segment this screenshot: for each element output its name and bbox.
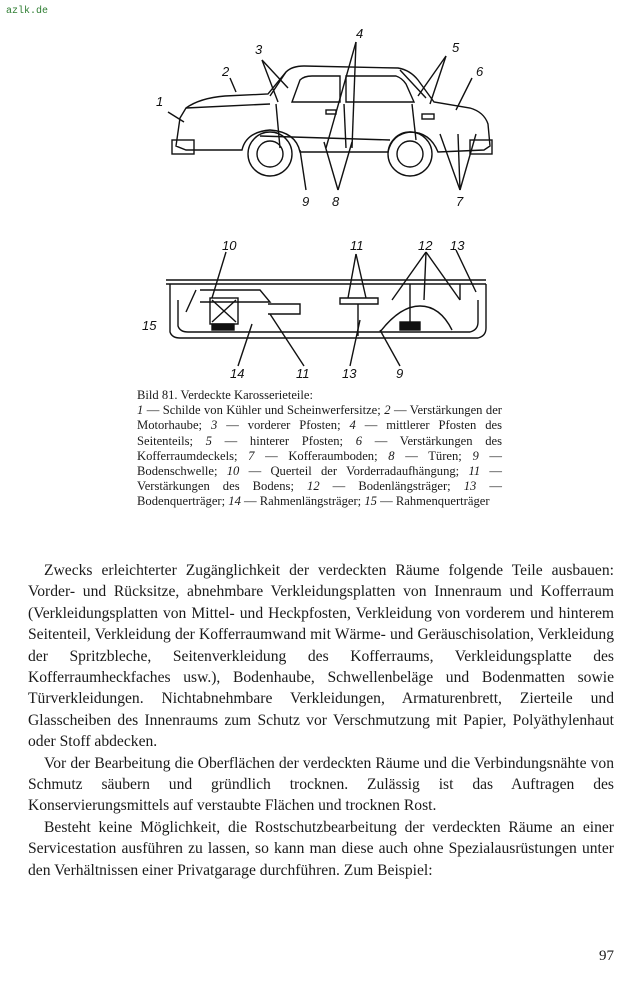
car-side-figure bbox=[0, 0, 638, 230]
floor-section-figure bbox=[0, 230, 638, 390]
caption-item-text: — Rahmenlängsträger; bbox=[240, 494, 365, 509]
caption-item-number: 12 bbox=[307, 479, 320, 494]
caption-item-text: — Kofferaumboden; bbox=[254, 448, 389, 463]
paragraph-2: Vor der Bearbeitung die Oberflächen der verdeckten Räume und die Verbindungsnähte von Schmutz säubern und gründlich trocknen. Zulässig ist das Auftragen des Konservierungsmittels auf verstaubte Flächen und trocknen Rost. bbox=[28, 754, 614, 815]
caption-item-text: — Querteil der Vorderradaufhängung; bbox=[239, 464, 469, 479]
caption-item bbox=[206, 434, 356, 448]
caption-items bbox=[137, 403, 502, 508]
caption-item-number: 3 bbox=[210, 418, 218, 433]
caption-item-text: — Schilde von Kühler und Scheinwerfersitze; bbox=[143, 403, 385, 418]
paragraph-1: Zwecks erleichterter Zugänglichkeit der verdeckten Räume folgende Teile ausbauen: Vorder- und Rücksitze, abnehmbare Verkleidungsplatten von Innenraum und Kofferraum (Verkleidungsplatten von Mittel- und Heckpfosten, Verkleidung von vorderem und hinterem Seitenteil, Verkleidung der Kofferraumwand mit Wärme- und Geräuschisolation, Verkleidung der Spritzbleche, Seitenverkleidung des Kofferraums, Verkleidungsplatte des Kofferraumheckfaches usw.), Bodenhaube, Schwellenbeläge und Bodenmatten sowie Türverkleidungen. Nichtabnehmbare Verkleidungen, Armaturenbrett, Zierteile und Glasscheiben des Innenraums zum Schutz vor Verschmutzung mit Papier, Polyäthylenhaut oder Stoff abdecken. bbox=[28, 562, 614, 751]
caption-item-text: — vorderer Pfosten; bbox=[217, 418, 350, 433]
fig-label-1: 1 bbox=[156, 94, 164, 109]
caption-item-text: — mittlerer Pfosten des Seitenteils; bbox=[137, 418, 503, 448]
caption-item bbox=[307, 479, 464, 493]
caption-item-number: 14 bbox=[228, 494, 241, 509]
caption-item-number: 2 bbox=[384, 403, 391, 418]
body-text bbox=[28, 560, 614, 881]
caption-item-text: — Verstärkungen der Motorhaube; bbox=[137, 403, 502, 433]
fig-label-11-bottom: 11 bbox=[296, 366, 310, 381]
caption-item-number: 9 bbox=[472, 448, 479, 463]
fig-label-7: 7 bbox=[456, 194, 464, 209]
paragraph-3: Besteht keine Möglichkeit, die Rostschutzbearbeitung der verdeckten Räume an einer Servicestation ausführen zu lassen, so kann man diese auch ohne Spezialausrüstungen unter den Verhältnissen einer Privatgarage durchführen. Zum Beispiel: bbox=[28, 818, 614, 879]
fig-label-2: 2 bbox=[222, 64, 230, 79]
caption-item-number: 5 bbox=[205, 433, 212, 448]
figure-caption bbox=[137, 388, 502, 510]
fig-label-9-bottom: 9 bbox=[396, 366, 404, 381]
caption-item bbox=[388, 449, 472, 463]
page-number: 97 bbox=[599, 948, 614, 964]
caption-item-number: 11 bbox=[468, 464, 481, 479]
caption-item-text: — Bodenquerträger; bbox=[137, 479, 502, 509]
fig-label-9: 9 bbox=[302, 194, 310, 209]
fig-label-12: 12 bbox=[418, 238, 433, 253]
caption-item-text: — Bodenschwelle; bbox=[137, 448, 502, 479]
fig-label-13-top: 13 bbox=[450, 238, 465, 253]
caption-item bbox=[227, 464, 469, 478]
caption-item-text: — Bodenlängsträger; bbox=[319, 479, 464, 494]
caption-item bbox=[228, 494, 364, 508]
caption-title: Bild 81. Verdeckte Karosserieteile: bbox=[137, 388, 314, 402]
caption-item-number: 1 bbox=[137, 403, 144, 418]
fig-label-14: 14 bbox=[230, 366, 245, 381]
fig-label-4: 4 bbox=[356, 26, 364, 41]
caption-item-number: 13 bbox=[463, 479, 477, 494]
caption-item bbox=[137, 403, 384, 417]
watermark: azlk.de bbox=[6, 6, 49, 17]
caption-item-number: 10 bbox=[226, 464, 240, 479]
caption-item bbox=[211, 418, 350, 432]
caption-item-number: 6 bbox=[355, 433, 363, 448]
caption-item-text: — Verstärkungen des Bodens; bbox=[137, 464, 502, 494]
caption-item bbox=[248, 449, 388, 463]
fig-label-10: 10 bbox=[222, 238, 237, 253]
fig-label-5: 5 bbox=[452, 40, 460, 55]
fig-label-13-bottom: 13 bbox=[342, 366, 357, 381]
caption-item-text: — Türen; bbox=[394, 448, 473, 463]
caption-item-number: 4 bbox=[349, 418, 356, 433]
caption-item-number: 8 bbox=[388, 448, 395, 463]
caption-item-number: 7 bbox=[248, 448, 255, 463]
fig-label-11-top: 11 bbox=[350, 238, 364, 253]
caption-item-text: — Rahmenquerträger bbox=[376, 494, 490, 509]
fig-label-6: 6 bbox=[476, 64, 484, 79]
fig-label-3: 3 bbox=[255, 42, 263, 57]
caption-item-number: 15 bbox=[364, 494, 377, 509]
caption-item-text: — hinterer Pfosten; bbox=[211, 433, 356, 448]
fig-label-8: 8 bbox=[332, 194, 340, 209]
caption-item bbox=[364, 494, 489, 508]
fig-label-15: 15 bbox=[142, 318, 157, 333]
caption-item-text: — Verstärkungen des Kofferraumdeckels; bbox=[137, 433, 502, 463]
